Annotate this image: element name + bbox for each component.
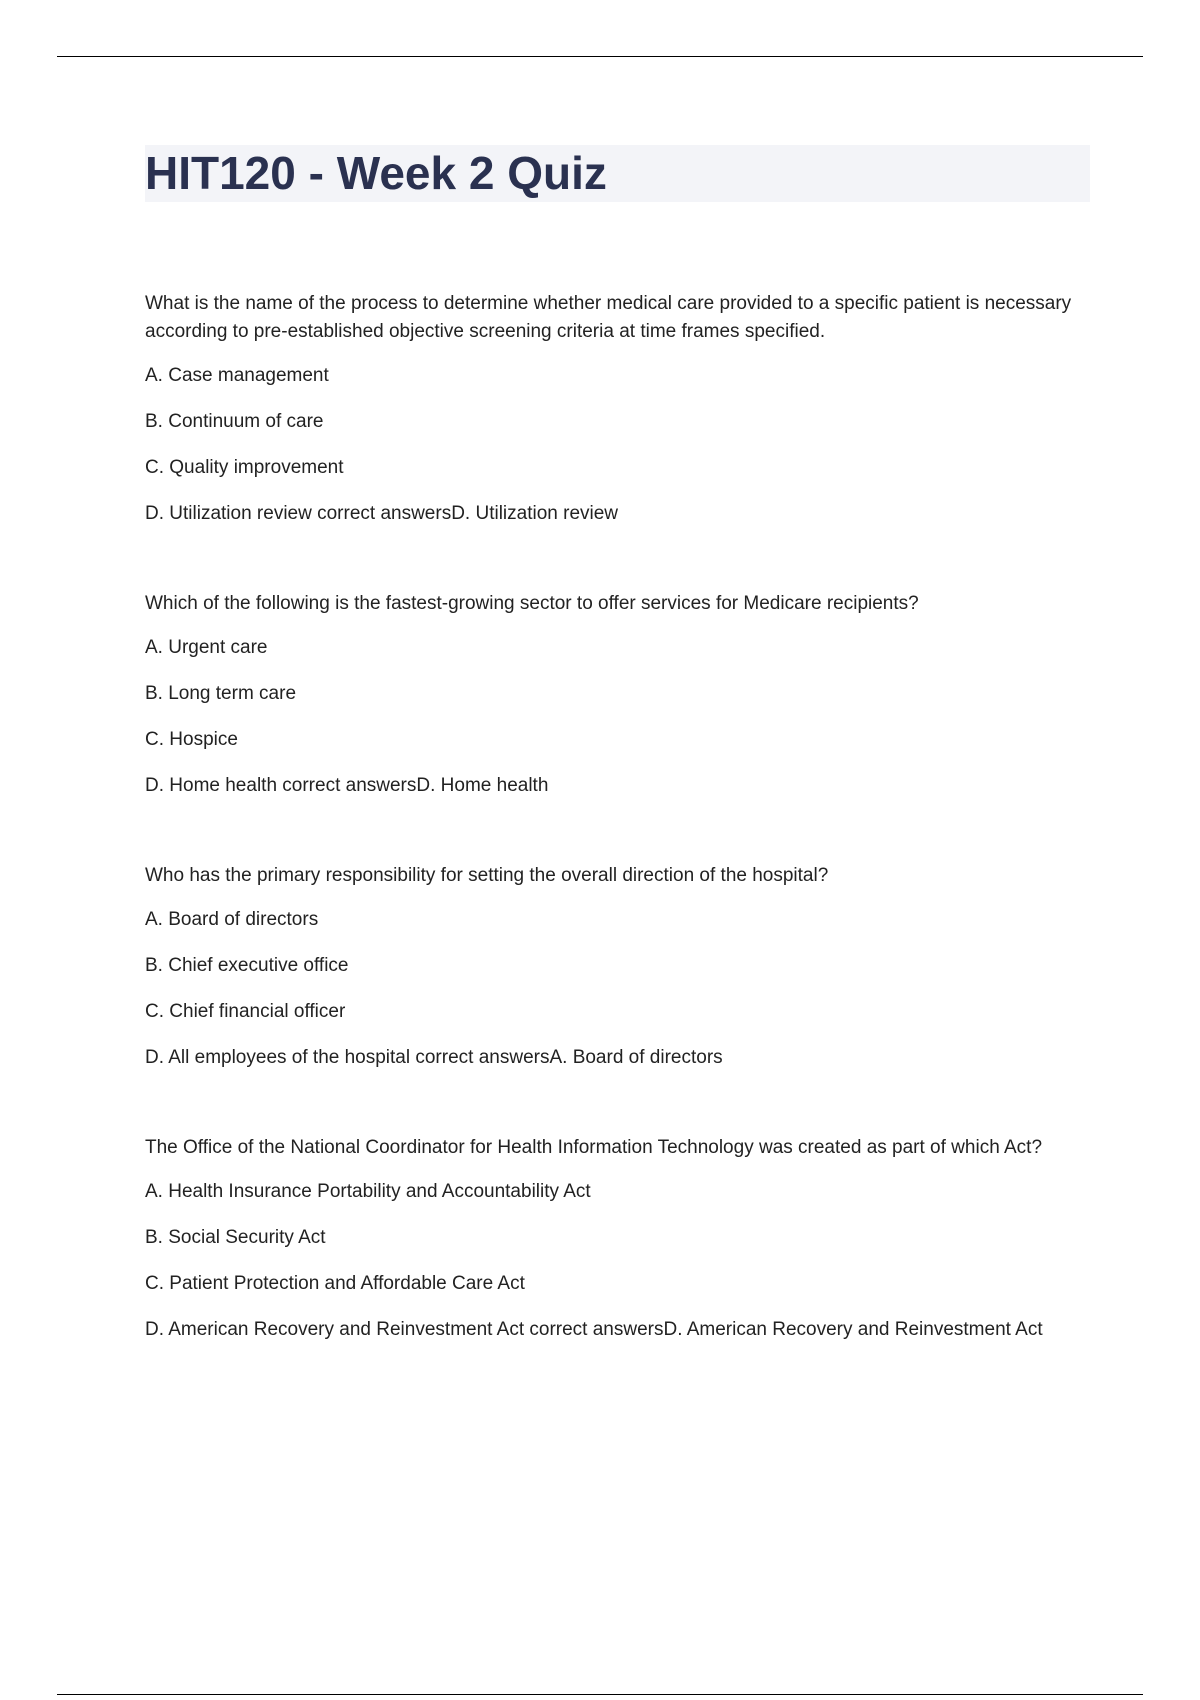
question-1 — [145, 290, 1075, 528]
page-title: HIT120 - Week 2 Quiz — [145, 147, 607, 199]
top-rule — [57, 56, 1143, 57]
answer-option: A. Case management — [145, 365, 329, 386]
answer-option: B. Social Security Act — [145, 1227, 326, 1248]
quiz-content — [145, 290, 1075, 1406]
answer-option: B. Continuum of care — [145, 411, 324, 432]
question-3 — [145, 862, 1075, 1072]
question-stem: The Office of the National Coordinator for Health Information Technology was created as part of which Act? — [145, 1137, 1043, 1158]
answer-option: D. Utilization review correct answersD. Utilization review — [145, 503, 619, 524]
question-2 — [145, 590, 1075, 800]
answer-option: B. Chief executive office — [145, 955, 349, 976]
answer-option: C. Chief financial officer — [145, 1001, 346, 1022]
answer-option: A. Health Insurance Portability and Accountability Act — [145, 1181, 591, 1202]
answer-option: A. Urgent care — [145, 637, 268, 658]
answer-option: C. Hospice — [145, 729, 238, 750]
answer-option: D. All employees of the hospital correct answersA. Board of directors — [145, 1047, 723, 1068]
answer-option: A. Board of directors — [145, 909, 319, 930]
answer-option: B. Long term care — [145, 683, 297, 704]
answer-option: C. Quality improvement — [145, 457, 344, 478]
question-stem: What is the name of the process to determine whether medical care provided to a specific patient is necessary according to pre-established objective screening criteria at time frames specified. — [145, 293, 1072, 342]
bottom-rule — [57, 1694, 1143, 1695]
question-stem: Who has the primary responsibility for setting the overall direction of the hospital? — [145, 865, 829, 886]
answer-option: D. Home health correct answersD. Home health — [145, 775, 549, 796]
question-stem: Which of the following is the fastest-growing sector to offer services for Medicare recipients? — [145, 593, 919, 614]
question-4 — [145, 1134, 1075, 1344]
answer-option: D. American Recovery and Reinvestment Act correct answersD. American Recovery and Reinvestment Act — [145, 1319, 1043, 1340]
answer-option: C. Patient Protection and Affordable Care Act — [145, 1273, 525, 1294]
